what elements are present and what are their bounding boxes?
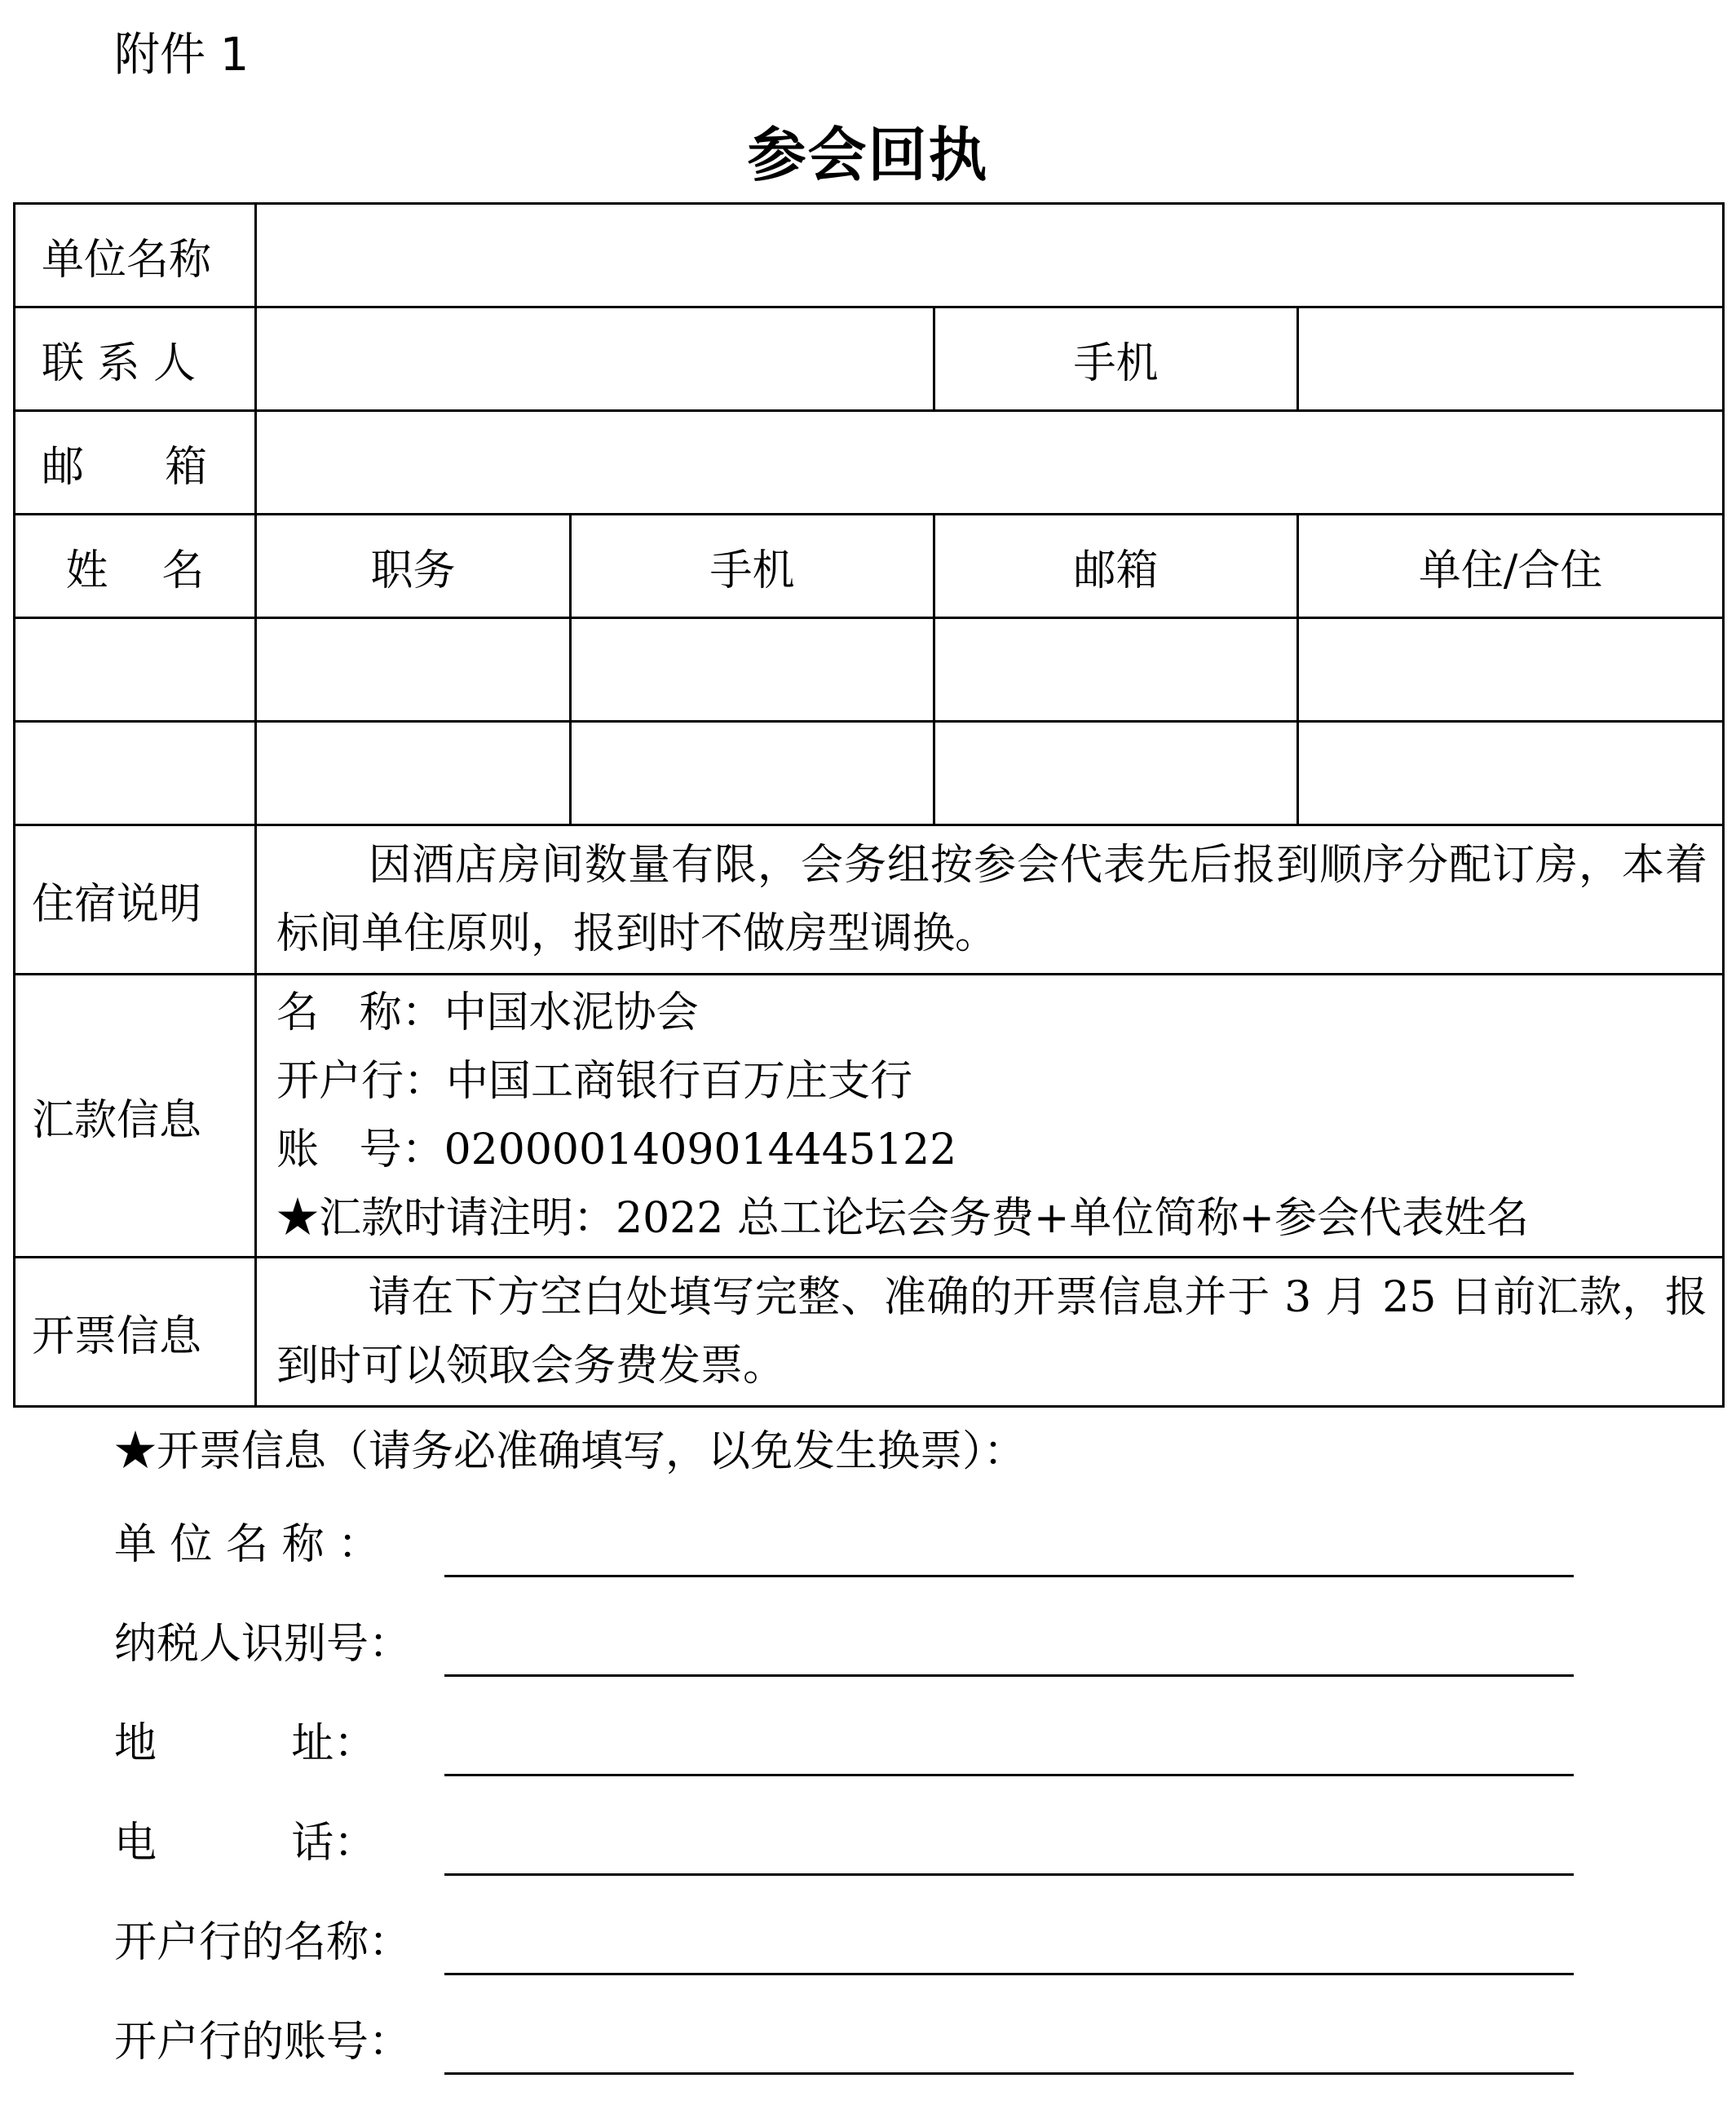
remittance-account: 账 号：0200001409014445122 <box>276 1125 957 1174</box>
remittance-payee: 名 称：中国水泥协会 <box>276 988 699 1037</box>
invoice-field-tax-id <box>114 1608 1574 1682</box>
fill-in-line[interactable] <box>444 2072 1574 2075</box>
invoice-heading: ★开票信息（请务必准确填写，以免发生换票）： <box>114 1427 1027 1476</box>
field-label: 单 位 名 称 ： <box>114 1520 381 1569</box>
accommodation-note <box>256 825 1724 975</box>
column-header-row <box>15 515 1724 618</box>
unit-name-label: 单位名称 <box>15 204 256 307</box>
field-label: 开户行的账号： <box>114 2018 412 2067</box>
attendee-mobile-cell[interactable] <box>571 722 934 825</box>
field-label: 纳税人识别号： <box>114 1620 412 1669</box>
col-email: 邮箱 <box>934 515 1298 618</box>
mobile-label: 手机 <box>934 307 1298 411</box>
attendee-name-cell[interactable] <box>15 722 256 825</box>
attendee-room-cell[interactable] <box>1298 618 1724 722</box>
registration-form-table <box>13 202 1725 1408</box>
field-label: 开户行的名称： <box>114 1918 412 1967</box>
invoice-label: 开票信息 <box>15 1258 256 1407</box>
contact-label: 联 系 人 <box>15 307 256 411</box>
email-row <box>15 411 1724 515</box>
contact-row <box>15 307 1724 411</box>
field-label: 电 话： <box>114 1819 377 1868</box>
email-label: 邮 箱 <box>15 411 256 515</box>
attendee-email-cell[interactable] <box>934 722 1298 825</box>
attendee-room-cell[interactable] <box>1298 722 1724 825</box>
page-title: 参会回执 <box>747 121 989 189</box>
accommodation-label: 住宿说明 <box>15 825 256 975</box>
attendee-name-cell[interactable] <box>15 618 256 722</box>
attendee-row <box>15 722 1724 825</box>
attendee-position-cell[interactable] <box>256 618 571 722</box>
fill-in-line[interactable] <box>444 1575 1574 1577</box>
fill-in-line[interactable] <box>444 1774 1574 1776</box>
field-label: 地 址： <box>114 1719 377 1768</box>
attendee-position-cell[interactable] <box>256 722 571 825</box>
invoice-field-bank-account <box>114 2006 1574 2080</box>
mobile-cell[interactable] <box>1298 307 1724 411</box>
contact-cell[interactable] <box>256 307 934 411</box>
col-position: 职务 <box>256 515 571 618</box>
invoice-field-phone <box>114 1807 1574 1881</box>
invoice-text: 请在下方空白处填写完整、准确的开票信息并于 3 月 25 日前汇款，报到时可以领取会务费发票。 <box>276 1273 1707 1391</box>
attendee-mobile-cell[interactable] <box>571 618 934 722</box>
accommodation-text: 因酒店房间数量有限，会务组按参会代表先后报到顺序分配订房，本着标间单住原则，报到时不做房型调换。 <box>276 841 1707 958</box>
fill-in-line[interactable] <box>444 1873 1574 1876</box>
remittance-label: 汇款信息 <box>15 975 256 1258</box>
remittance-info <box>256 975 1724 1258</box>
accommodation-row <box>15 825 1724 975</box>
col-room-type: 单住/合住 <box>1298 515 1724 618</box>
remittance-bank: 开户行：中国工商银行百万庄支行 <box>276 1057 913 1106</box>
attachment-label: 附件 1 <box>114 29 250 82</box>
remittance-row <box>15 975 1724 1258</box>
invoice-row <box>15 1258 1724 1407</box>
fill-in-line[interactable] <box>444 1674 1574 1677</box>
attendee-row <box>15 618 1724 722</box>
unit-name-cell[interactable] <box>256 204 1724 307</box>
remittance-note: ★汇款时请注明：2022 总工论坛会务费+单位简称+参会代表姓名 <box>276 1194 1530 1243</box>
invoice-note <box>256 1258 1724 1407</box>
col-name: 姓 名 <box>15 515 256 618</box>
fill-in-line[interactable] <box>444 1973 1574 1975</box>
attendee-email-cell[interactable] <box>934 618 1298 722</box>
invoice-field-bank-name <box>114 1907 1574 1980</box>
email-cell[interactable] <box>256 411 1724 515</box>
unit-name-row <box>15 204 1724 307</box>
col-mobile: 手机 <box>571 515 934 618</box>
invoice-field-unit-name <box>114 1509 1574 1582</box>
invoice-field-address <box>114 1708 1574 1781</box>
